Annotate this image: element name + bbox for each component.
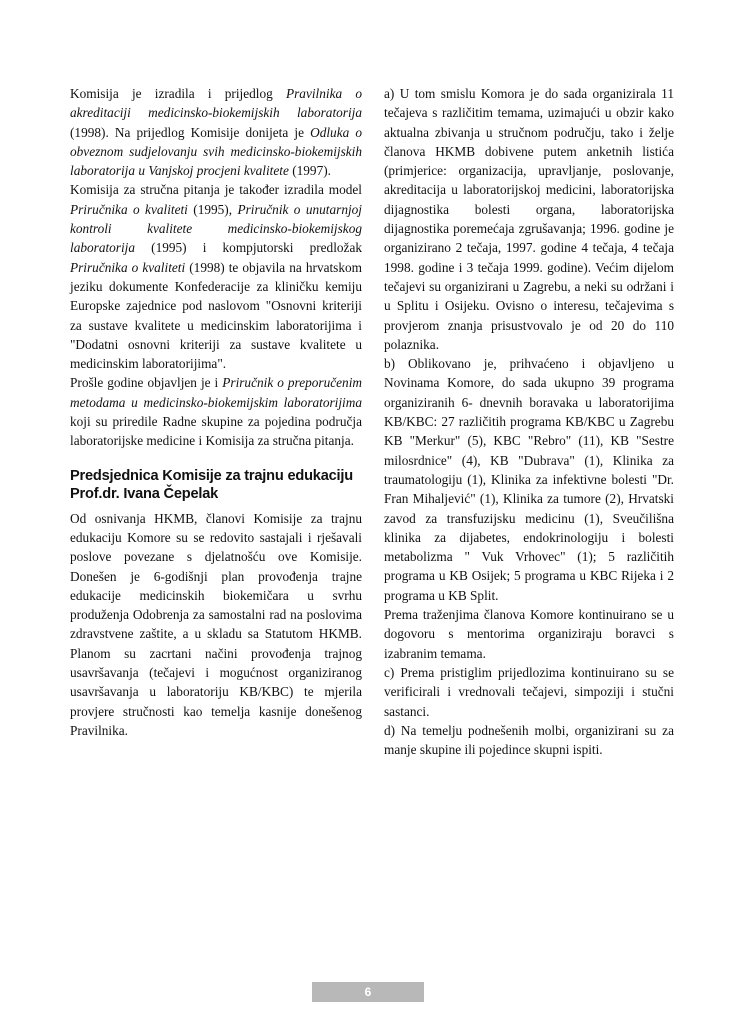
- paragraph-education-commission: Od osnivanja HKMB, članovi Komisije za trajnu edukaciju Komore su se redovito sastajali i rješavali poslove povezane s djelatnošću ove Komisije. Donešen je 6-godišnji plan provođenja trajne edukacije medicinskih biokemičara u svrhu produženja Odobrenja za samostalni rad na poslovima zdravstvene zaštite, a u skladu sa Statutom HKMB. Planom su zacrtani načini provođenja trajnog usavršavanja (tečajevi i mogućnost organiziranog usavršavanja u laboratoriju KB/KBC) te mjerila provjere stručnosti kao temelja kasnije donešenog Pravilnika.: [70, 510, 362, 738]
- italic-title: Priručnika o kvaliteti: [70, 201, 188, 217]
- paragraph-mentors: Prema traženjima članova Komore kontinuirano se u dogovoru s mentorima organiziraju boravci s izabranim temama.: [384, 607, 674, 661]
- list-item-a: a) U tom smislu Komora je do sada organizirala 11 tečajeva s različitim temama, uzimajući u obzir kako aktualna zbivanja u stručnom području, tako i želje članova HKMB dobivene putem anketnih listića (primjerice: organizacija, upravljanje, poslovanje, akreditacija u laboratorijskoj medicini, laboratorijska dijagnostika bolesti organa, laboratorijska dijagnostika poremećaja zgrušavanja; 1996. godine je organizirano 2 tečaja, 1997. godine 4 tečaja, 4 tečaja 1998. godine i 3 tečaja 1999. godine). Većim dijelom tečajevi su organizirani u Zagrebu, a neki su održani i u Splitu i Osijeku. Ovisno o interesu, tečajevima s provjerom znanja prisustvovalo je od 20 do 110 polaznika.: [384, 86, 674, 352]
- list-item-b: b) Oblikovano je, prihvaćeno i objavljeno u Novinama Komore, do sada ukupno 39 programa organiziranih 6- dnevnih boravaka u laboratorijima KB/KBC: 27 različitih programa KB/KBC u Zagrebu KB "Merkur" (5), KBC "Rebro" (11), KB "Sestre milosrdnice" (4), KB "Dubrava" (1), Klinika za traumatologiju (1), Klinika za infektivne bolesti "Dr. Fran Mihaljević" (1), Klinika za tumore (2), Hrvatski zavod za transfuzijsku medicinu (1), Sveučilišna klinika za dijabetes, endokrinologiju i bolesti metabolizma " Vuk Vrhovec" (1); 5 različitih programa u KB Osijek; 5 programa u KBC Rijeka i 2 programa u KB Split.: [384, 356, 674, 603]
- text-run: (1995) i kompjutorski predložak: [135, 240, 362, 256]
- text-run: koji su priredile Radne skupine za pojedina područja laboratorijske medicine i Komisija za stručna pitanja.: [70, 414, 362, 449]
- page-number: 6: [364, 985, 372, 999]
- page-number-bar: [312, 982, 424, 1002]
- paragraph-recommended-methods: [70, 373, 362, 450]
- italic-title: Priručnik o unutarnjoj kontroli kvalitete medicinsko-biokemijskog laboratorija: [70, 201, 362, 256]
- text-run: (1995),: [187, 201, 238, 217]
- italic-title: Odluka o obveznom sudjelovanju svih medicinsko-biokemijskih laboratorija u Vanjskoj procjeni kvalitete: [70, 124, 362, 179]
- right-column: [384, 84, 674, 759]
- text-run: (1998) te objavila na hrvatskom jeziku dokumente Konfederacije za kliničku kemiju Europske zajednice pod naslovom "Osnovni kriteriji za sustave kvalitete u medicinskim laboratorijima i "Dodatni osnovni kriteriji za sustave kvalitete u medicinskim laboratorijima".: [70, 259, 362, 372]
- text-run: Komisija za stručna pitanja je također izradila model: [70, 182, 362, 198]
- list-item-c: c) Prema pristiglim prijedlozima kontinuirano su se verificirali i vrednovali tečajevi, simpoziji i stučni sastanci.: [384, 664, 674, 719]
- heading-line: Predsjednica Komisije za trajnu edukaciju: [70, 467, 353, 484]
- text-run: (1998). Na prijedlog Komisije donijeta je: [70, 124, 311, 140]
- paragraph-rulebook: [70, 84, 362, 180]
- section-heading: [70, 467, 362, 503]
- italic-title: Pravilnika o akreditaciji medicinsko-biokemijskih laboratorija: [70, 86, 362, 121]
- text-run: Prošle godine objavljen je i: [70, 375, 223, 391]
- paragraph-quality-manual: [70, 180, 362, 373]
- italic-title: Priručnika o kvaliteti: [70, 259, 186, 275]
- heading-author: Prof.dr. Ivana Čepelak: [70, 485, 219, 502]
- text-run: (1997).: [288, 163, 331, 179]
- left-column: [70, 84, 362, 740]
- text-run: Komisija je izradila i prijedlog: [70, 86, 286, 101]
- italic-title: Priručnik o preporučenim metodama u medicinsko-biokemijskim laboratorijima: [70, 375, 362, 410]
- list-item-d: d) Na temelju podnešenih molbi, organizirani su za manje skupine ili pojedince skupni ispiti.: [384, 722, 674, 758]
